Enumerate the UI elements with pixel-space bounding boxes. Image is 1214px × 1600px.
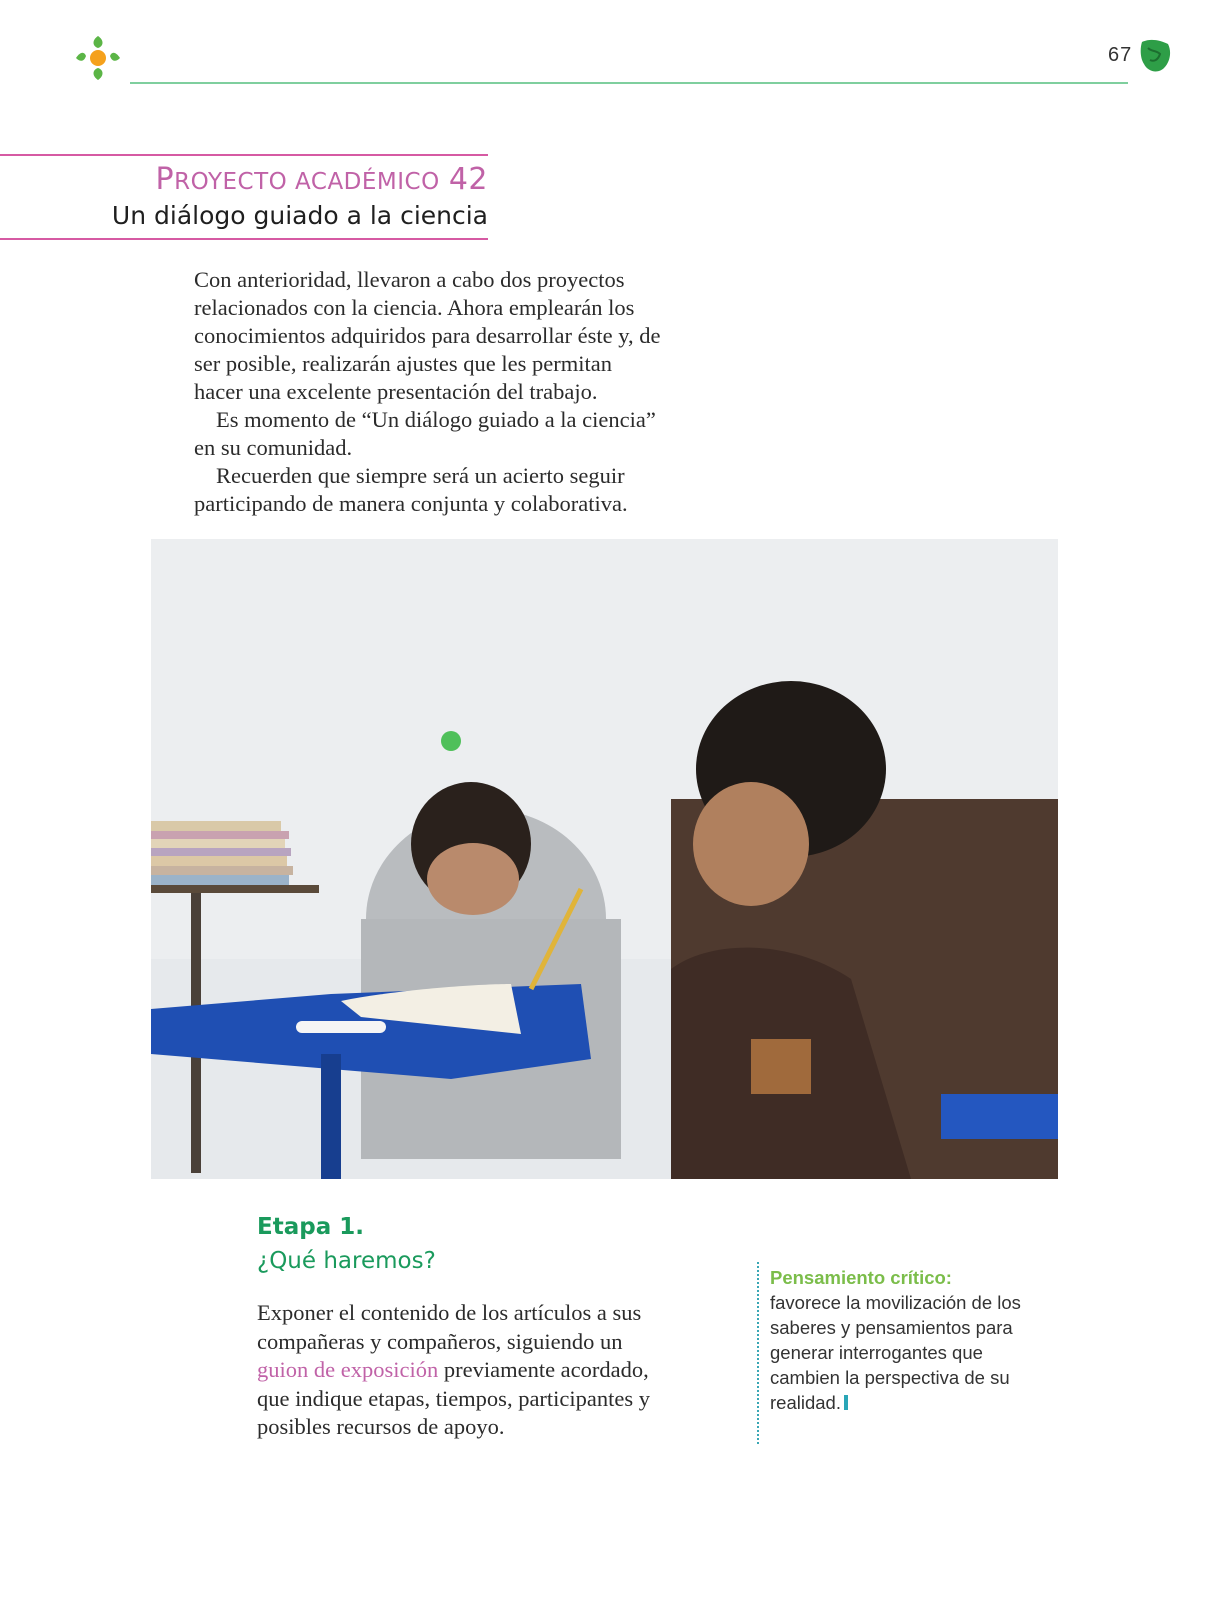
sidebar-term: Pensamiento crítico: [770, 1267, 952, 1288]
stage-question: ¿Qué haremos? [257, 1248, 436, 1274]
title-rule-top [0, 154, 488, 156]
project-title: Un diálogo guiado a la ciencia [111, 201, 488, 230]
green-leaf-icon [1138, 38, 1172, 74]
stage-description: Exponer el contenido de los artículos a sus compañeras y compañeros, siguiendo un guion de exposición previamente acordado, que indique etapas, tiempos, participantes y posibles recursos de apoyo. [257, 1300, 651, 1439]
end-marker-icon [844, 1395, 848, 1410]
stage-number: Etapa 1. [257, 1214, 364, 1240]
sidebar-definition: favorece la movilización de los saberes y pensamientos para generar interrogantes que cambien la perspectiva de su realidad. [770, 1292, 1021, 1413]
glossary-term-link[interactable]: guion de exposición [257, 1357, 439, 1382]
intro-text [194, 266, 664, 518]
intro-paragraph: Con anterioridad, llevaron a cabo dos proyectos relacionados con la ciencia. Ahora emplearán los conocimientos adquiridos para desarrollar éste y, de ser posible, realizarán ajustes que les permitan hacer una excelente presentación del trabajo. [194, 267, 661, 404]
page-number: 67 [1108, 44, 1133, 66]
intro-paragraph: Es momento de “Un diálogo guiado a la ciencia” en su comunidad. [194, 407, 656, 460]
flower-logo-icon [72, 32, 124, 84]
intro-paragraph: Recuerden que siempre será un acierto seguir participando de manera conjunta y colaborativa. [194, 463, 628, 516]
project-kicker: PROYECTO ACADÉMICO 42 [155, 162, 488, 197]
students-photo [151, 539, 1058, 1179]
title-rule-bottom [0, 238, 488, 240]
sidebar-note [770, 1265, 1030, 1415]
header-rule [130, 82, 1128, 84]
